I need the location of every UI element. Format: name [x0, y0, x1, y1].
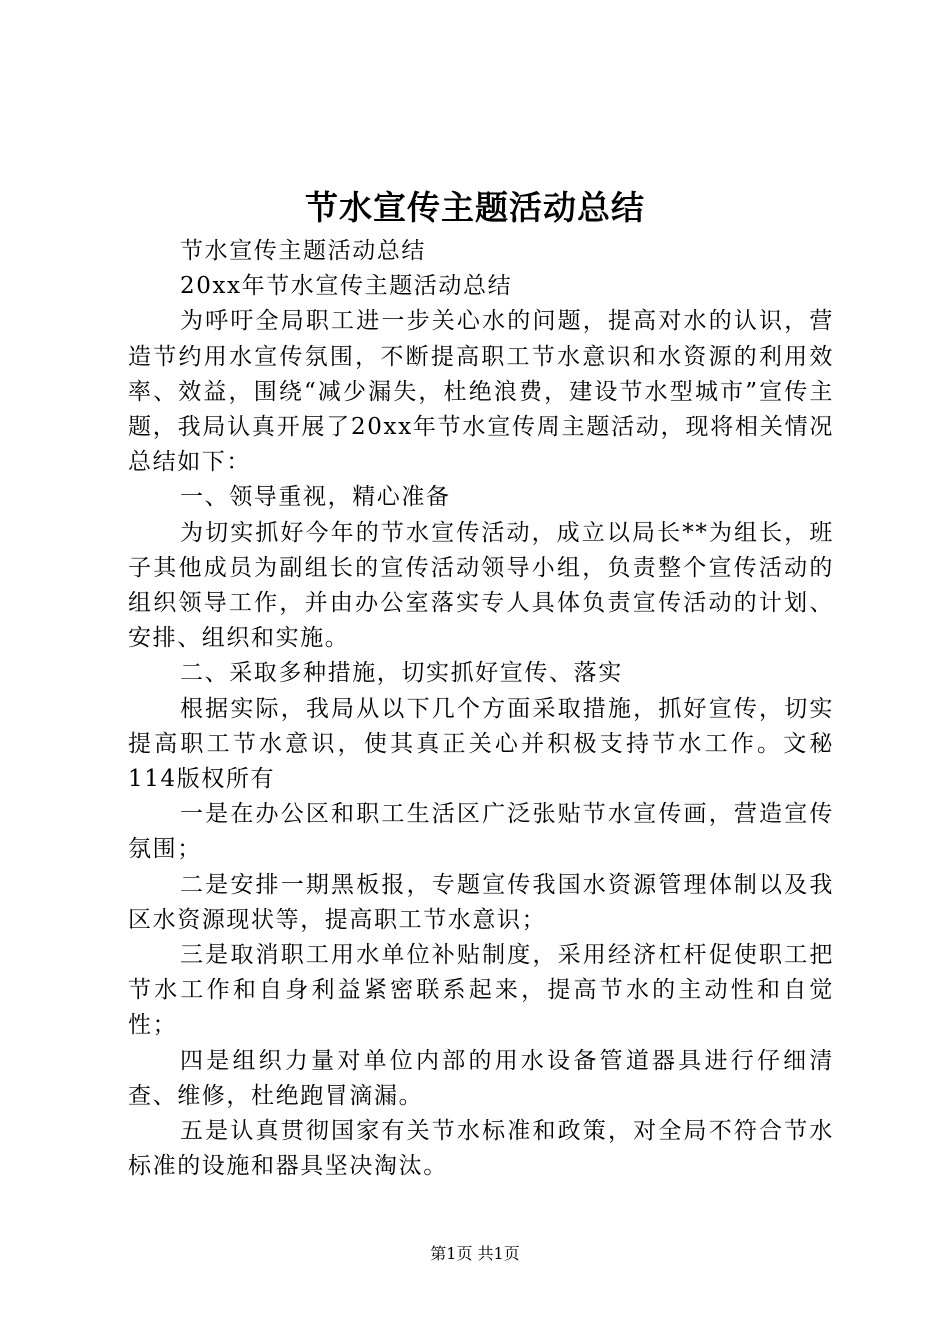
paragraph-intro: 为呼吁全局职工进一步关心水的问题，提高对水的认识，营造节约用水宣传氛围，不断提高职工节水意识和水资源的利用效率、效益，围绕“减少漏失，杜绝浪费，建设节水型城市”宣传主题，我局认真开展了20xx年节水宣传周主题活动，现将相关情况总结如下：: [128, 308, 834, 476]
paragraph-year-title: 20xx年节水宣传主题活动总结: [180, 273, 513, 300]
paragraph-section-1: 为切实抓好今年的节水宣传活动，成立以局长**为组长，班子其他成员为副组长的宣传活动领导小组，负责整个宣传活动的组织领导工作，并由办公室落实专人具体负责宣传活动的计划、安排、组织和实施。: [128, 519, 834, 652]
list-item-2: 二是安排一期黑板报，专题宣传我国水资源管理体制以及我区水资源现状等，提高职工节水意识；: [128, 871, 834, 933]
document-title: 节水宣传主题活动总结: [305, 188, 645, 227]
paragraph-section-2: 根据实际，我局从以下几个方面采取措施，抓好宣传，切实提高职工节水意识，使其真正关心并积极支持节水工作。文秘114版权所有: [128, 695, 834, 793]
document-body: [128, 234, 834, 1184]
page-footer: 第1页 共1页: [430, 1244, 520, 1263]
list-item-4: 四是组织力量对单位内部的用水设备管道器具进行仔细清查、维修，杜绝跑冒滴漏。: [128, 1047, 834, 1109]
list-item-1: 一是在办公区和职工生活区广泛张贴节水宣传画，营造宣传氛围；: [128, 801, 834, 863]
section-heading-1: 一、领导重视，精心准备: [180, 484, 451, 511]
section-heading-2: 二、采取多种措施，切实抓好宣传、落实: [180, 660, 623, 687]
list-item-3: 三是取消职工用水单位补贴制度，采用经济杠杆促使职工把节水工作和自身利益紧密联系起来，提高节水的主动性和自觉性；: [128, 942, 834, 1039]
paragraph-subtitle: 节水宣传主题活动总结: [180, 238, 426, 264]
list-item-5: 五是认真贯彻国家有关节水标准和政策，对全局不符合节水标准的设施和器具坚决淘汰。: [128, 1118, 834, 1180]
